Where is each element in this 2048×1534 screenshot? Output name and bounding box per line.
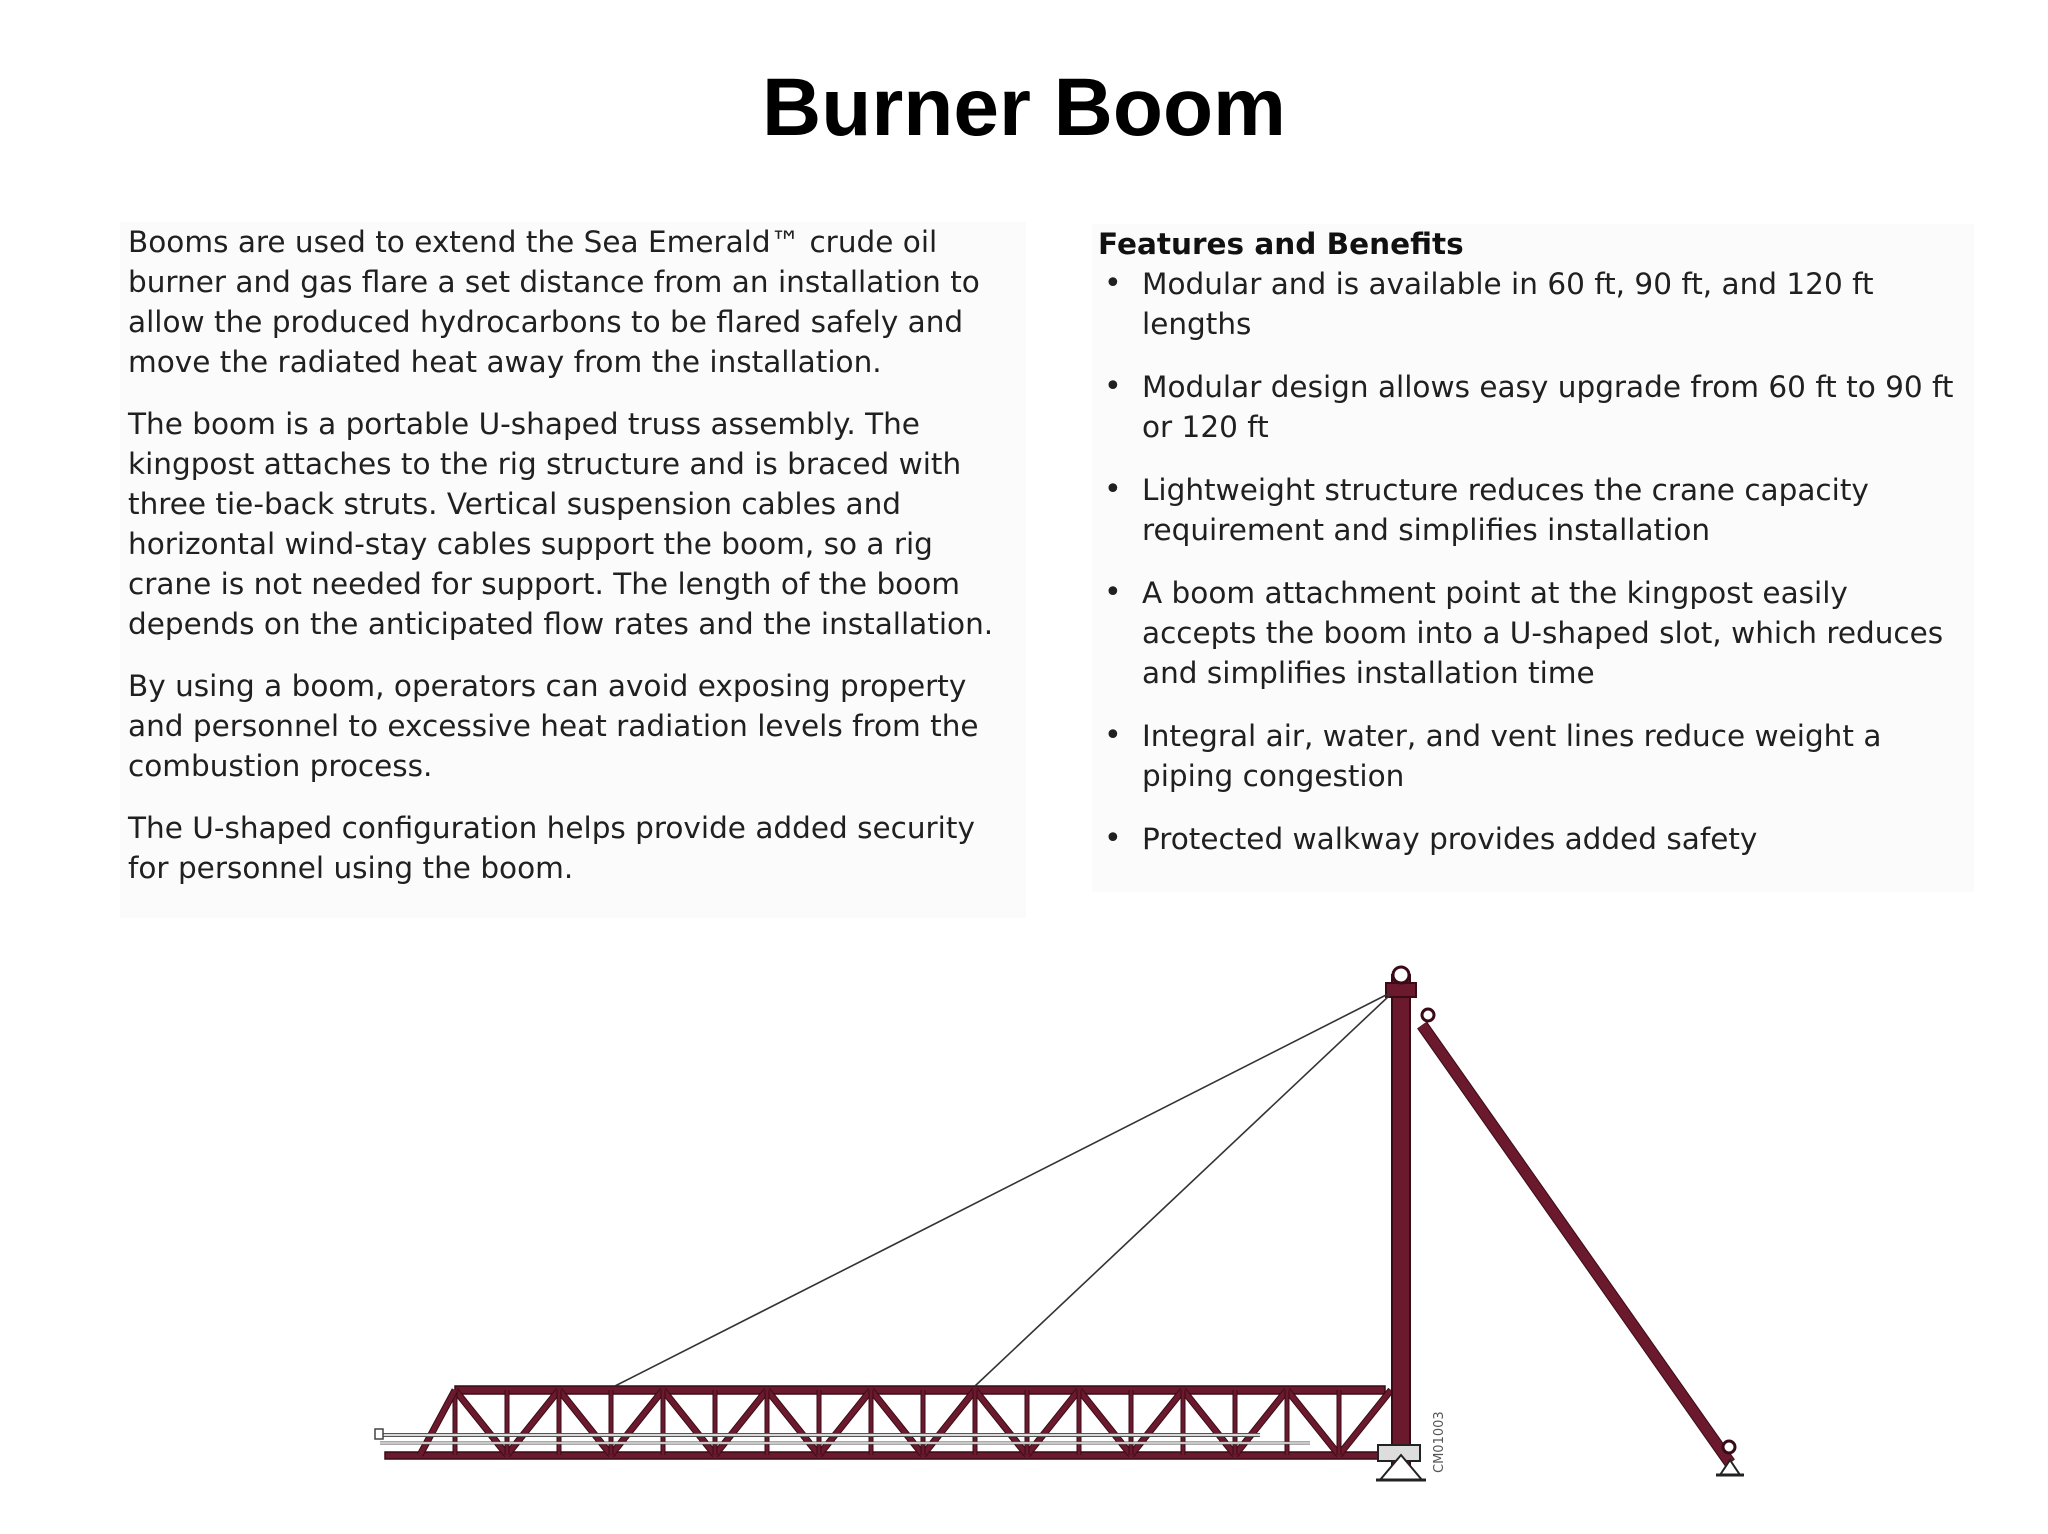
features-list <box>1098 264 1968 859</box>
truss-diagonal <box>975 1390 1027 1455</box>
truss-diagonal <box>923 1390 975 1455</box>
tie-back-strut-bar <box>1422 1025 1730 1463</box>
description-paragraph-1: Booms are used to extend the Sea Emerald™ crude oil burner and gas flare a set distance from an installation to allow the produced hydrocarbons to be flared safely and move the radiated heat away from the installation. <box>128 225 980 379</box>
top-chord <box>455 1386 1385 1394</box>
truss-diagonal <box>455 1390 507 1455</box>
kingpost-column <box>1392 975 1410 1465</box>
bullet-icon: • <box>1104 718 1122 753</box>
description-column <box>120 222 1026 918</box>
truss-diagonal <box>1235 1390 1287 1455</box>
strut-foot-pin <box>1723 1441 1735 1453</box>
truss-diagonal <box>559 1390 611 1455</box>
strut-pin <box>1422 1009 1434 1021</box>
bottom-chord <box>385 1452 1410 1459</box>
truss-diagonal <box>611 1390 663 1455</box>
description-paragraph-4: The U-shaped configuration helps provide added security for personnel using the boom. <box>128 811 975 885</box>
feature-item <box>1098 716 1968 796</box>
truss-diagonal <box>1079 1390 1131 1455</box>
feature-text: Lightweight structure reduces the crane capacity requirement and simplifies installation <box>1142 473 1869 547</box>
truss-diagonal <box>871 1390 923 1455</box>
boom-truss <box>385 1386 1410 1459</box>
description-paragraph-3: By using a boom, operators can avoid exposing property and personnel to excessive heat radiation levels from the combustion process. <box>128 669 979 783</box>
truss-diagonal <box>819 1390 871 1455</box>
feature-text: Modular design allows easy upgrade from 60 ft to 90 ft or 120 ft <box>1142 370 1954 444</box>
feature-text: A boom attachment point at the kingpost easily accepts the boom into a U-shaped slot, which reduces and simplifies installation time <box>1142 576 1944 690</box>
feature-item <box>1098 573 1968 693</box>
features-column <box>1092 224 1974 892</box>
truss-end-diagonal <box>420 1390 455 1455</box>
feature-item <box>1098 367 1968 447</box>
tie-back-strut <box>1422 1025 1744 1475</box>
truss-diagonal <box>715 1390 767 1455</box>
bullet-icon: • <box>1104 821 1122 856</box>
pipe-end-fitting <box>375 1429 383 1439</box>
feature-text: Protected walkway provides added safety <box>1142 822 1758 856</box>
feature-item <box>1098 470 1968 550</box>
drawing-code-label: CM01003 <box>1432 1411 1447 1473</box>
kingpost-lifting-eye <box>1393 967 1409 983</box>
page-title: Burner Boom <box>762 62 1286 153</box>
suspension-cables <box>615 993 1390 1386</box>
feature-item <box>1098 264 1968 344</box>
truss-diagonal <box>663 1390 715 1455</box>
truss-diagonal <box>1131 1390 1183 1455</box>
truss-diagonal <box>1027 1390 1079 1455</box>
suspension-cable-outer <box>615 993 1390 1386</box>
truss-diagonal <box>1183 1390 1235 1455</box>
burner-boom-diagram <box>360 955 1760 1495</box>
truss-diagonal <box>507 1390 559 1455</box>
suspension-cable-inner <box>975 995 1390 1386</box>
features-heading: Features and Benefits <box>1098 227 1464 261</box>
description-paragraph-2: The boom is a portable U-shaped truss assembly. The kingpost attaches to the rig structure and is braced with three tie-back struts. Vertical suspension cables and horizontal wind-stay cables support the boom, so a rig crane is not needed for support. The length of the boom depends on the anticipated flow rates and the installation. <box>128 407 994 641</box>
bullet-icon: • <box>1104 369 1122 404</box>
kingpost-cap <box>1386 983 1416 997</box>
bullet-icon: • <box>1104 266 1122 301</box>
truss-diagonal <box>1287 1390 1339 1455</box>
feature-item <box>1098 819 1968 859</box>
bullet-icon: • <box>1104 575 1122 610</box>
feature-text: Modular and is available in 60 ft, 90 ft, and 120 ft lengths <box>1142 267 1874 341</box>
feature-text: Integral air, water, and vent lines reduce weight a piping congestion <box>1142 719 1882 793</box>
truss-diagonal <box>767 1390 819 1455</box>
bullet-icon: • <box>1104 472 1122 507</box>
